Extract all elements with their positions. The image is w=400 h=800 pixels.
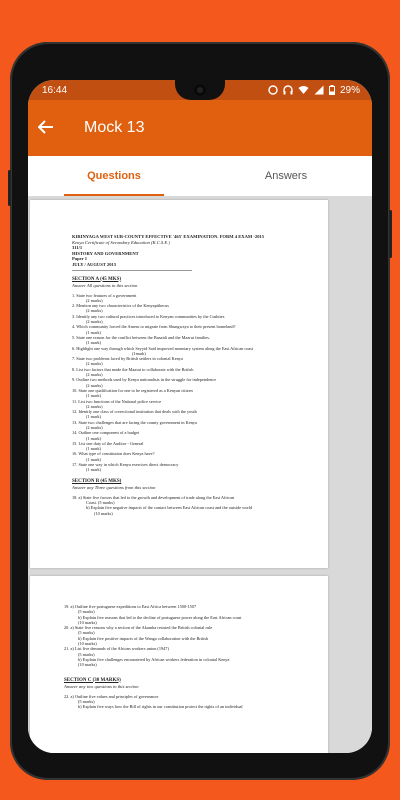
page-title: Mock 13 xyxy=(84,119,145,136)
section-b-note: Answer any Three questions from this section xyxy=(72,484,156,490)
marks-line: (1 mark) xyxy=(86,340,101,346)
marks-line: (2 marks) xyxy=(86,372,103,378)
paper-number: Paper 1 xyxy=(72,256,88,262)
question-line: b) Explain five challenges encountered by African workers federation in colonial Kenya xyxy=(78,656,230,662)
marks-line: (5 marks) xyxy=(78,630,95,636)
marks-line: (2 marks) xyxy=(86,361,103,367)
marks-line: (1 mark) xyxy=(86,446,101,452)
notification-icon xyxy=(268,85,278,95)
question-line: 7. State two problems faced by British settlers in colonial Kenya xyxy=(72,356,183,362)
marks-line: (2 marks) xyxy=(86,382,103,388)
question-line: 2. Mention any two characteristics of the Kenyapithecus xyxy=(72,303,169,309)
question-line: 16. What type of constitution does Kenya have? xyxy=(72,451,155,457)
marks-line: (10 marks) xyxy=(94,510,113,516)
back-arrow-icon xyxy=(38,120,54,134)
question-line: b) Explain five negative impacts of the contact between East African coast and the outside world xyxy=(86,505,253,511)
wifi-icon xyxy=(298,85,309,95)
question-line: b) Explain five reasons that led to the decline of portuguese power along the East African coast xyxy=(78,614,242,620)
question-line: b) Explain five ways how the Bill of rights in our constitution protect the rights of an individual xyxy=(78,704,243,710)
exam-title: KIRINYAGA WEST SUB-COUNTY EFFECTIVE '465' EXAMINATION. FORM 4 EXAM -2015 xyxy=(72,234,265,239)
marks-line: (1 mark) xyxy=(86,393,101,399)
marks-line: (1mark) xyxy=(132,350,146,356)
battery-percent: 29% xyxy=(339,84,360,96)
section-c-note: Answer any two questions in this section xyxy=(64,683,139,689)
question-line: 17. State one way in which Kenya exercises direct democracy xyxy=(72,462,179,468)
section-b-title: SECTION B (45 MKS) xyxy=(72,478,122,484)
marks-line: (2 marks) xyxy=(86,319,103,325)
camera-icon xyxy=(194,84,206,96)
header-rule xyxy=(72,270,192,271)
status-time: 16:44 xyxy=(42,84,68,96)
marks-line: (10 marks) xyxy=(78,641,97,647)
tab-questions[interactable]: Questions xyxy=(87,170,141,182)
subject: HISTORY AND GOVERNMENT xyxy=(72,250,139,256)
pdf-page-1 xyxy=(30,200,328,568)
question-line: 18. a) State five factors that led to the growth and development of trade along the East African xyxy=(72,494,235,500)
question-line: 14. Outline one component of a budget xyxy=(72,430,140,436)
headphones-icon xyxy=(283,85,293,95)
exam-date: JULY / AUGUST 2015 xyxy=(72,261,117,267)
section-c-title: SECTION C (30 MARKS) xyxy=(64,677,121,683)
question-line: 22. a) Outline five values and principles of governance xyxy=(64,693,159,699)
question-line: 10. State one qualification for one to be registered as a Kenyan citizen xyxy=(72,387,193,393)
paper-code: 311/1 xyxy=(72,245,83,251)
marks-line: (1 mark) xyxy=(86,467,101,473)
app-bar xyxy=(28,100,372,156)
question-line: 4. Which community forced the Ameru to migrate from Shungwaya to their present homeland? xyxy=(72,324,236,330)
question-line: 8. List two factors that made the Maasai to collaborate with the British xyxy=(72,366,194,372)
question-line: 11. List two functions of the National police service xyxy=(72,398,162,404)
marks-line: (5 marks) xyxy=(78,651,95,657)
marks-line: (2 marks) xyxy=(86,403,103,409)
pdf-page-2 xyxy=(30,576,328,753)
question-line: 9. Outline two methods used by Kenya nationalists in the struggle for independence xyxy=(72,377,217,383)
tab-answers[interactable]: Answers xyxy=(264,170,308,182)
question-line: 13. State two challenges that are facing the county government in Kenya xyxy=(72,419,197,425)
power-button xyxy=(389,210,392,258)
marks-line: (10 marks) xyxy=(78,619,97,625)
question-line: 6. Highlight one way through which Seyyid Said improved monetary system along the East African coast xyxy=(72,345,254,351)
question-line: 5. State one reason for the conflict between the Busaidi and the Mazrui families. xyxy=(72,334,211,340)
marks-line: (1 mark) xyxy=(86,456,101,462)
battery-icon xyxy=(329,85,335,95)
marks-line: (5 marks) xyxy=(78,609,95,615)
question-line: 1. State two features of a government xyxy=(72,292,137,298)
pdf-viewer[interactable] xyxy=(28,196,372,753)
phone-screen xyxy=(28,80,372,753)
volume-button xyxy=(8,170,11,206)
question-line: 3. Identify any two cultural practices introduced to Kenyan communities by the Cushites xyxy=(72,313,225,319)
question-line: 19. a) Outline five portuguese expeditions to East Africa between 1500-1507 xyxy=(64,604,197,609)
marks-line: (2 marks) xyxy=(86,424,103,430)
question-line: b) Explain five positive impacts of the Wanga collaboration with the British xyxy=(78,635,209,641)
marks-line: (1 mark) xyxy=(86,414,101,420)
marks-line: (1 mark) xyxy=(86,435,101,441)
tab-bar xyxy=(28,156,372,197)
question-line: 15. List one duty of the Auditor - General xyxy=(72,440,144,446)
exam-subtitle: Kenya Certificate of Secondary Education (K.C.S.E.) xyxy=(72,239,170,245)
question-line: 21. a) List five demands of the African workers union (1947) xyxy=(64,646,169,652)
camera-notch xyxy=(175,80,225,100)
marks-line: (1 mark) xyxy=(86,329,101,335)
signal-icon xyxy=(314,85,324,95)
marks-line: (10 marks) xyxy=(78,662,97,668)
question-line: 20. a) State five reasons why a section of the Akamba resisted the British colonial rule xyxy=(64,625,213,631)
marks-line: (2 marks) xyxy=(86,308,103,314)
section-a-title: SECTION A (45 MKS) xyxy=(72,276,122,282)
back-button[interactable] xyxy=(28,117,70,140)
question-line: Coast. (5 marks) xyxy=(86,499,115,505)
question-line: 12. Identify one class of correctional institution that deals with the youth xyxy=(72,409,197,415)
marks-line: (5 marks) xyxy=(78,698,95,704)
section-a-note: Answer All questions in this section xyxy=(72,282,138,288)
marks-line: (2 marks) xyxy=(86,297,103,303)
